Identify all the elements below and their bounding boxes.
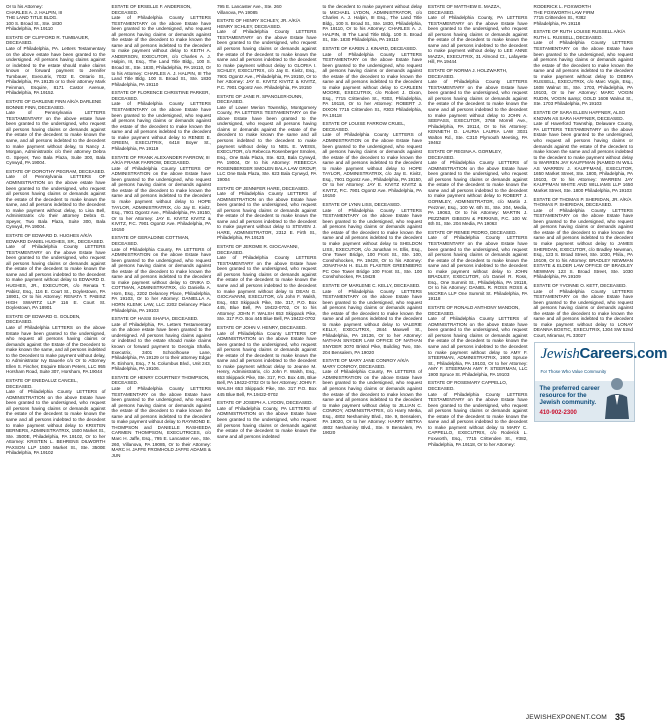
notice-body: Late of Philadelphia County LETTERS of ADMINISTRATION on the above Estate have been granted to the undersigned, who request all persons having claims or demands against the estate of the decedent to make known the same and all persons indebted to the decedent to make payment without delay to ROBERT J. GORMLEY, ADMINISTRATOR, c/o Martin J. Pezzner, Esq., 100 W. 6th St., Ste. 204, Media, PA 19063, Or to his Attorney: MARTIN J. PEZZNER GIBSON & PERKINS, P.C. 100 W. 6th St., Ste. 204 Media, PA 19063 [428,160,528,227]
ad-logo-word-2: Careers.com [579,344,667,362]
notice-line: Villanova, PA 19085 [217,9,258,15]
notice-body: Late of Philadelphia, PA. Letters Testamentary on the above estate have been granted to the undersigned. All persons having claims against or indebted to the estate should make claims known or forward payment to Georgia Shafia, Executrix, 3401 Schoolhouse Lane, Philadelphia, PA 19129 or to their attorney Edgar R. Einhorn, Esq., 7 N. Columbus Blvd., Unit 243, Philadelphia, PA 19106. [111,321,211,372]
notice-heading: ESTATE OF RENEE PEDRO, DECEASED. [428,229,517,235]
notice-body: Late of Pennsylvania LETTERS OF ADMINISTRATION on the above estate have been granted to the undersigned, who request all persons having claims or demands against the estate of the decedent to make known the same, and all persons indebted to the decedent to make payment without delay, to Lisa Bell, Administratrix c/o their attorney Debra G. Speyer, Two Bala Plaza, Suite 300, Bala Cynwyd, PA 19004. [6,174,106,230]
notice-body: Late of Philadelphia County LETTERS TESTAMENTARY on the above Estate have been granted to the undersigned, who request all persons having claims or demands against the estate of the decedent to make known the same and all persons indebted to the decedent to make payment without delay to RAYMOND E. THOMPSON and DANIELLE RASHEEDA CARMEN THOMPSON, EXECUTRICES, c/o Marc H. Jaffe, Esq., 795 E. Lancaster Ave., Ste. 260, Villanova, PA 19085, Or to their Attorney: MARC H. JAFFE FROMHOLD JAFFE ADAMS & JUN [111,386,211,458]
notice-body: Late of Philadelphia County LETTERS TESTAMENTARY on the above Estate have been granted to the undersigned, who request all persons having claims or demands against the estate of the decedent to make known the same and all persons indebted to the decedent to make payment without delay to EDWARD D. HUGHES, JR., EXECUTOR, c/o Renata T. Pabisz, Esq., 116 E. Court St., Doylestown, PA 18901, Or to his Attorney: RENATA T. PABISZ HIGH SWARTZ LLP 116 E. Court St. Doylestown, PA 18901 [6,244,106,311]
notice-heading: ESTATE OF JEROME R. GIOCAVANNI, DECEASED. [217,244,299,255]
column-6 [533,4,667,704]
legal-notices [6,4,667,704]
notice-heading: ESTATE OF JANE R. SPANGLER-DUNN, DECEASED. [217,93,303,105]
notice-heading: ESTATE OF REGINA A. GORMLEY, DECEASED. [428,149,502,160]
notice-body: Late of Philadelphia County LETTERS TESTAMENTARY on the above Estate have been granted to the undersigned, who request all persons having claims or demands against the estate of the decedent to make known the same and all persons indebted to the decedent to make payment without delay to LONAY DEANNA BOSTIC, EXECUTRIX, 1304 SW 52nd Court, Miramar, FL 33027 [533,288,633,338]
legal-notice [428,230,528,302]
notice-body: Late of Philadelphia County LETTERS TESTAMENTARY on the above Estate have been granted to the undersigned, who request all persons having claims or demands against the estate of the decedent to make known the same and all persons indebted to the decedent to make payment without delay to RENEE E. GREEN, EXECUTRIX, 6418 Boyer St., Philadelphia, PA 19119 [111,101,211,151]
notice-body: Late of Philadelphia County LETTERS TESTAMENTARY on the above Estate have been granted to the undersigned, who request all persons having claims or demands against the estate of the decedent to make known the same and all persons indebted to the decedent to make payment without delay to JOHN A. SEEFASS, EXECUTOR, 3768 Morrell Ave., Philadelphia, PA 19114, Or to his Attorney: KENNETH D. LAURIA LAURIA LAW 3031 Walton Rd., Ste. C310 Plymouth Meeting, PA 19462 [428,79,528,146]
notice-body: Late of Lower Merion Township, Montgomery County, PA LETTERS TESTAMENTARY on the above Estate have been granted to the undersigned, who request all persons having claims or demands against the estate of the decedent to make known the same and all persons indebted to the decedent to make payment without delay to NEIL E. WEISS, EXECUTOR, c/o Rebecca Rosenberger Smolen, Esq., One Bala Plaza, Ste. 623, Bala Cynwyd, PA 19004, Or to his Attorney: REBECCA ROSENBERGER SMOLEN BALA LAW GROUP, LLC One Bala Plaza, Ste. 623 Bala Cynwyd, PA 19004 [217,104,317,182]
notice-heading: ESTATE OF MARY JANE CONROY A/K/A MARY CONROY, DECEASED. [322,358,409,369]
notice-body: Late of Philadelphia County LETTERS TESTAMENTARY on the above Estate have been granted to the undersigned, who request all persons having claims or demands against the estate of the decedent to make known the same and all persons indebted to the decedent to make payment without delay to JOHN BRADLEY, EXECUTOR, c/o Daniel R. Ross, Esq., One Summit St., Philadelphia, PA 19118, Or to his Attorney: DANIEL R. ROSS ROSS & McCREA LLP One Summit St. Philadelphia, PA 19118 [428,235,528,302]
ad-phone: 410-902-2300 [539,409,577,416]
notice-heading: ESTATE OF HENRY COURTNEY THOMPSON, DECEASED. [111,374,210,386]
notice-heading: ESTATE OF NORMA J. HOLZWARTH, DECEASED. [428,68,508,79]
legal-notice [428,68,528,146]
legal-notice [112,316,212,371]
notice-body: Late of Philadelphia County LETTERS TESTAMENTARY on the above Estate have been granted to the undersigned, who request all persons having claims or demands against the estate of the decedent to make known the same and all persons indebted to the decedent to make payment without delay to SHELDON LISS, EXECUTOR, c/o Jonathan H. Ellis, Esq., One Tower Bridge, 100 Front St., Ste. 100, Conshohocken, PA 19428, Or to his Attorney: JONATHAN H. ELLIS FLASTER GREENBERG PC One Tower Bridge 100 Front St., Ste. 100 Conshohocken, PA 19428 [322,207,422,280]
notice-heading: ESTATE OF THOMAS P. SHERIDAN, JR. A/K/A THOMAS P. SHERIDAN, DECEASED. [533,196,632,208]
ad-person-icon [603,375,631,419]
legal-notice [112,4,212,87]
notice-heading: ESTATE OF JOHN V. HENRY, DECEASED. [217,325,307,331]
notice-body: Late of Philadelphia County, PA LETTERS of ADMINISTRATION on the above Estate have been granted to the undersigned, who request all persons having claims or demands against the estate of the decedent to make known the same and all persons indebted [217,405,317,439]
notice-heading: ESTATE OF FLORENCE CHRISTINE PARKER, DECEASED. [111,90,210,101]
notice-heading: ESTATE OF CLIFFORD R. TUMBAUER, DECEASED. [6,34,90,46]
legal-notice [6,99,106,166]
ad-tagline: For Those Who Value Community [540,368,607,374]
legal-notice [534,4,634,26]
notice-body: Late of Philadelphia County, PA LETTERS TESTAMENTARY on the above Estate have been granted to the undersigned, who request all persons having claims or demands against the estate of the decedent to make known the same and all persons indebted to the decedent to make payment without delay to LEE ANNE MAZZA, EXECUTRIX, 31 Almond Ct., Lafayette Hill, PA 19444 [428,15,528,65]
column-5 [428,4,528,704]
ad-logo-word-1: Jewish [540,345,580,362]
legal-notice [428,149,528,227]
notice-line: Or to his Attorney: [6,4,43,9]
notice-body: Late of Philadelphia County, PA LETTERS of ADMINISTRATION on the above Estate have been granted to the undersigned, who request all persons having claims or demands against the estate of the decedent to make known the same and all persons indebted to the decedent to make payment without delay to JILLIAN C. CONROY, ADMINISTRATRIX, c/o Harry Metka, Esq., 4802 Neshaminy Blvd., Ste. 9, Bensalem, PA 19020, Or to her Attorney: HARRY METKA 4802 Neshaminy Blvd., Ste. 9 Bensalem, PA 19020 [322,369,422,436]
notice-body: Late of Philadelphia County LETTERS TESTAMENTARY on the above Estate have been granted to the undersigned, who request all persons having claims or demands against the estate of the decedent to make known the same and all persons indebted to the decedent to make payment without delay to CARLEEN MOORE, EXECUTRIX, c/o Robert J. Dixon, Esq., 7715 Crittenden St., #303, Philadelphia, PA 19118, Or to her Attorney: ROBERT J. DIXON 7715 Crittenden St., #303 Philadelphia, PA 19118 [322,51,422,118]
legal-notice [323,283,423,355]
footer-site: JEWISHEXPONENT.COM [525,714,607,721]
notice-heading: ESTATE OF ERSELLE F. ANDERSON, DECEASED. [111,4,192,15]
notice-line: Philadelphia, PA 19110 [6,26,53,32]
legal-notice [217,94,317,183]
notice-heading: ESTATE OF EDWARD G. GOLDEN, DECEASED. [6,313,81,325]
legal-notice [534,283,634,338]
legal-notice [6,169,106,230]
notice-body: Late of Philadelphia County LETTERS of ADMINISTRATION on the above Estate have been granted to the undersigned, who request all persons having claims or demands against the estate of the decedent to make known the same and all persons indebted to the decedent to make payment without delay to STEVEN J. HARE, ADMINISTRATOR, 2312 E. Firth St., Philadelphia, PA 19125 [217,191,317,241]
notice-heading: ESTATE OF SARA ELLEN HAFFNER, ALSO KNOWN AS SARA HAFFNER, DECEASED. [533,110,626,121]
notice-heading: ESTATE OF LOUISE FARROW CRUEL, DECEASED. [322,121,406,132]
legal-notice [217,400,317,439]
notice-body: Late of Philadelphia LETTERS on the above Estate have been granted to the undersigned, who request all persons having claims or demands against the Estate of the Decedent to make known the same, and all persons indebted to the Decedent to make payment without delay, to Administrator Ivy Bauerle c/o Or to Attorney Ellen S. Fischer, Esquire Bloom Peters, LLC 955 Horsham Road, Suite 307, Horsham, PA 19044 [6,325,106,375]
notice-body: Late of Philadelphia County LETTERS TESTAMENTARY on the above Estate have been granted to the undersigned, who request all persons having claims or demands against the estate of the decedent to make known the same and all persons indebted to the decedent to make payment without delay to MARY C. CAPPELLO, EXECUTRIX, c/o Roderick L. Foxworth, Esq., 7715 Crittenden St., #382, Philadelphia, PA 19118, Or to her Attorney: [428,391,528,447]
notice-heading: ESTATE OF YVONNE O. KETT, DECEASED. [533,283,627,288]
notice-heading: ESTATE OF MARLENE C. KELLY, DECEASED. [322,283,421,288]
notice-line: RODERICK L. FOXWORTH [533,4,591,9]
column-2 [112,4,212,704]
legal-notice [323,4,423,43]
notice-heading: ESTATE OF HENRY SCHLEY, JR. A/K/A HENRY SCHLEY, DECEASED. [217,18,301,29]
legal-notice [6,314,106,375]
notice-heading: ESTATE OF HASSI SHAFIA, DECEASED. [111,316,199,322]
notice-body: Late of Pennsylvania LETTERS TESTAMENTARY on the above estate have been granted to the undersigned, who request all persons having claims or demands against the estate of the decedent to make known the same, and all persons indebted to the decedent to make payment without delay, to Nancy J. Morgan, Administratrix c/o their attorney Debra G. Speyer, Two Bala Plaza, Suite 300, Bala Cynwyd, PA 19004. [6,110,106,166]
page-number: 35 [614,712,625,722]
notice-body: Late of Philadelphia County LETTERS OF ADMINISTRATION on the above Estate have been granted to the undersigned, who request all persons having claims or demands against the estate of the decedent to make known the same and all persons indebted to the decedent to make payment without delay to Jeanne M. Henry, Administratrix, c/o John F. Walsh, Esq., 653 Skippack Pike, Ste. 317, P.O. Box 445, Blue Bell, PA 19422-0702 Or to her Attorney: JOHN F. WALSH 653 Skippack Pike, Ste. 317 P.O. Box 445 Blue Bell, PA 19422-0702 [217,330,317,397]
notice-body: Late of Haverford Township, Delaware County, PA LETTERS TESTAMENTARY on the above Estate have been granted to the undersigned, who request all persons having claims or demands against the estate of the decedent to make known the same and all persons indebted to the decedent to make payment without delay to WARREN JAY KAUFFMAN (NAMED IN WILL AS WARREN J. KAUFFMAN), EXECUTOR, 1650 Market Street, Ste. 1800, Philadelphia, PA 19103, Or to his Attorney: WARREN JAY KAUFFMAN WHITE AND WILLIAMS LLP 1650 Market Street, Ste. 1800 Philadelphia, PA 19103 [533,121,633,193]
notice-heading: ESTATE OF ROSEMARY CAPPELLO, DECEASED. [428,380,508,392]
legal-notice [323,121,423,199]
notice-heading: ESTATE OF DOROTHY PEGRAM, DECEASED. [6,168,106,174]
notice-line: 7715 Crittenden St., #382 [533,15,586,21]
legal-notice [217,18,317,90]
notice-body: Late of Philadelphia County LETTERS TESTAMENTARY on the above Estate have been granted to the undersigned, who request all persons having claims or demands against the estate of the decedent to make known the same and all persons indebted to the decedent to make payment without delay to DEAN G. GIOCAVANNI, EXECUTOR, c/o John F. Walsh, Esq., 653 Skippack Pike, Ste. 317, P.O. Box 445, Blue Bell, PA 19422-0702, Or to his Attorney: JOHN F. WALSH 653 Skippack Pike, Ste. 317 P.O. Box 445 Blue Bell, PA 19422-0702 [217,255,317,322]
legal-notice [428,4,528,65]
column-3 [217,4,317,704]
notice-line: THE FOXWORTH LAW FIRM [533,9,595,15]
notice-line: CHARLES A. J. HALPIN, III [6,9,63,15]
legal-notice [323,202,423,280]
ad-logo [540,344,667,362]
notice-body: Late of Philadelphia County LETTERS of ADMINISTRATION on the above Estate have been granted to the undersigned, who request all persons having claims or demands against the estate of the decedent to make known the same and all persons indebted to the decedent to make payment without delay to AMY F. STEERMAN, ADMINISTRATRIX, 1900 Spruce St., Philadelphia, PA 19103, Or to her Attorney: AMY F. STEERMAN AMY F. STEERMAN, LLC 1900 Spruce St. Philadelphia, PA 19103 [428,316,528,377]
legal-notice [6,233,106,311]
notice-body: Late of Philadelphia County LETTERS TESTAMENTARY on the above Estate have been granted to the undersigned, who request all persons having claims or demands against the estate of the decedent to make known the same and all persons indebted to the decedent to make payment without delay to VALERIE KELLY, EXECUTRIX, 2844 Maxwell St., Philadelphia, PA 19136, Or to her Attorney: NATHAN SNYDER LAW OFFICE OF NATHAN SNYDER 3070 Bristol Pike, Building Two, Ste. 204 Bensalem, PA 19020 [322,288,422,355]
notice-body: Late of Philadelphia County LETTERS TESTAMENTARY on the above Estate have been granted to the undersigned, who request all persons having claims or demands against the estate of the decedent to make known the same and all persons indebted to the decedent to make payment without delay to DEBRA RUSSELL, EXECUTRIX, c/o Marc Vogin, Esq., 1608 Walnut St., Ste. 1703, Philadelphia, PA 19103, Or to her Attorney: MARC VOGIN RUDIN, VOGIN &amp; GOLD 1608 Walnut St., Ste. 1703 Philadelphia, PA 19103 [533,40,633,107]
legal-notice [534,110,634,193]
notice-body: Late of Philadelphia County LETTERS of ADMINISTRATION on the above Estate have been granted to the undersigned, who request all persons having claims or demands against the estate of the decedent to make known the same and all persons indebted to the decedent to make payment without delay to KRISTEN BERNERS, ADMINISTRATRIX, 1500 Market St., Ste. 3500E, Philadelphia, PA 19102, Or to her Attorney: KRISTEN L. BEHRENS DILWORTH PAXSON LLP 1500 Market St., Ste. 3500E Philadelphia, PA 19102 [6,389,106,456]
notice-line: 100 S. Broad St., Ste. 1830 [6,20,62,26]
legal-notice [534,197,634,280]
legal-notice [428,380,528,447]
notice-heading: ESTATE OF ENEDALUZ CANCEL, DECEASED. [6,378,78,389]
notice-body: Late of Philadelphia, PA. Letters Testamentary on the above estate have been granted to the undersigned. All persons having claims against or indebted to the estate should make claims known or forward payment to Jennifer Tumbauer, Executrix, 7032 E. Ontario St., Philadelphia, PA 19135 or to their attorney Mark Feinman, Esquire, 8171 Castor Avenue, Philadelphia, PA 19152. [6,46,106,96]
legal-notice [217,244,317,322]
legal-notice [112,235,212,313]
notice-heading: ESTATE OF FRANK ALEXANDER FARROW, III A/K/A FRANK FARROW, DECEASED. [111,154,210,166]
legal-notice [112,155,212,233]
notice-heading: ESTATE OF RONALD ANTHONY MANDON, DECEASED. [428,305,520,316]
notice-heading: ESTATE OF RUTH LOUISE RUSSELL A/K/A RUTH L. RUSSELL, DECEASED. [533,29,626,40]
notice-heading: ESTATE OF JOSEPH A. LYDON, DECEASED. [217,400,313,406]
legal-notice [112,375,212,458]
notice-body: Late of Philadelphia County LETTERS of ADMINISTRATION on the above Estate have been granted to the undersigned, who request all persons having claims or demands against the estate of the decedent to make known the same and all persons indebted to the decedent to make payment without delay to HOPE TAYLOR, ADMINISTRATRIX, c/o Jay E. Kivitz, Esq., 7901 Ogontz Ave., Philadelphia, PA 19150, Or to her Attorney: JAY E. KIVITZ KIVITZ & KIVITZ, P.C. 7901 Ogontz Ave. Philadelphia, PA 19150 [322,132,422,199]
legal-notice [323,358,423,436]
notice-line: THE LAND TITLE BLDG. [6,15,58,21]
notice-body: to the decedent to make payment without delay to MICHAEL LYDON, ADMINISTRATOR, c/o Charles A. J. Halpin, III Esq., The Land Title Bldg., 100 S. Broad St., Ste. 1830, Philadelphia, PA 19110, Or to his Attorney: CHARLES A. J. HALPIN, III The Land Title Bldg. 100 S. Broad St., Ste. 1830 Philadelphia, PA 19110 [322,4,422,43]
page-footer [0,705,639,727]
notice-line: 795 E. Lancaster Ave., Ste. 260 [217,4,282,9]
notice-heading: ESTATE OF GERALDINE COTTMAN, DECEASED. [111,235,190,246]
legal-notice [534,29,634,107]
notice-heading: ESTATE OF DARLENE FINN A/K/A DARLENE BONNIE FINN, DECEASED. [6,99,102,110]
legal-notice [323,46,423,118]
column-1 [6,4,106,704]
notice-heading: ESTATE OF LYNN LISS, DECEASED. [322,202,401,208]
legal-notice [217,4,317,15]
legal-notice [112,90,212,151]
legal-notice [428,305,528,377]
notice-body: Late of Philadelphia County LETTERS TESTAMENTARY on the above Estate have been granted to the undersigned, who request all persons having claims or demands against the estate of the decedent to make known the same and all persons indebted to the decedent to make payment without delay to JAMES SHERIDAN, EXECUTOR, c/o Bradley Newman, Esq., 123 S. Broad Street, Ste. 1030, Phila., PA 19109, Or to his Attorney: BRADLEY NEWMAN ESTATE & ELDER LAW OFFICE OF BRADLEY NEWMAN 123 S. Broad Street, Ste. 1030 Philadelphia, PA 19109 [533,207,633,280]
legal-notice [217,325,317,397]
notice-heading: ESTATE OF JENNIFER HARE, DECEASED. [217,185,309,191]
legal-notice [6,4,106,32]
notice-body: Late of Philadelphia County LETTERS OF ADMINISTRATION on the above Estate have been granted to the undersigned, who request all persons having claims or demands against the estate of the decedent to make known the same and all persons indebted to the decedent to make payment without delay to HOPE TAYLOR, ADMINISTRATRIX, c/o Jay E. Kivitz, Esq., 7901 Ogontz Ave., Philadelphia, PA 19150, Or to her Attorney: JAY E. KIVITZ KIVITZ & KIVITZ, P.C. 7901 Ogontz Ave. Philadelphia, PA 19150 [111,165,211,232]
ad-headline: The preferred career resource for the Jewish community. [539,384,600,406]
legal-notice [217,186,317,241]
notice-heading: ESTATE OF EDWARD D. HUGHES A/K/A EDWARD DANIEL HUGHES, SR., DECEASED. [6,233,105,244]
legal-notice [6,35,106,96]
legal-notice [6,378,106,456]
column-4 [323,4,423,704]
notice-body: Late of Philadelphia County LETTERS TESTAMENTARY on the above Estate have been granted to the undersigned, who request all persons having claims or demands against the estate of the decedent to make known the same and all persons indebted to the decedent to make payment without delay to GLORIA I. SCHLEY, EXECUTRIX, c/o Jay E. Kivitz, Esq., 7901 Ogontz Ave., Philadelphia, PA 19150, Or to her Attorney: JAY E. KIVITZ KIVITZ & KIVITZ, P.C. 7901 Ogontz Ave. Philadelphia, PA 19150 [217,29,317,90]
notice-body: Late of Philadelphia County, PA LETTERS of ADMINISTRATION on the above Estate have been granted to the undersigned, who request all persons having claims or demands against the estate of the decedent to make known the same and all persons indebted to the decedent to make payment without delay to ONIKA D. COTTMAN, ADMINISTRATRIX, c/o Daniella A. Horn, Esq., 2202 Delancey Place, Philadelphia, PA 19103, Or to her Attorney: DANIELLA A. HORN KLENK LAW, LLC 2202 Delancey Place Philadelphia, PA 19103 [111,246,211,313]
jewish-careers-ad[interactable] [534,342,667,422]
notice-line: Philadelphia, PA 19118 [533,20,581,26]
notice-heading: ESTATE OF MATTHEW E. MAZZA, DECEASED. [428,4,501,15]
notice-body: Late of Philadelphia County LETTERS TESTAMENTARY on the above Estate have been granted to the undersigned, who request all persons having claims or demands against the estate of the decedent to make known the same and all persons indebted to the decedent to make payment without delay to KEITH A. ANDERSON, EXECUTOR, c/o Charles A. J. Halpin, III, Esq., The Land Title Bldg., 100 S. Broad St., Ste. 1830, Philadelphia, PA 19110, Or to his Attorney: CHARLES A. J. HALPIN, III The Land Title Bldg. 100 S. Broad St., Ste. 1830 Philadelphia, PA 19110 [111,15,211,87]
notice-heading: ESTATE OF KAREN J. KINARD, DECEASED. [322,46,418,52]
